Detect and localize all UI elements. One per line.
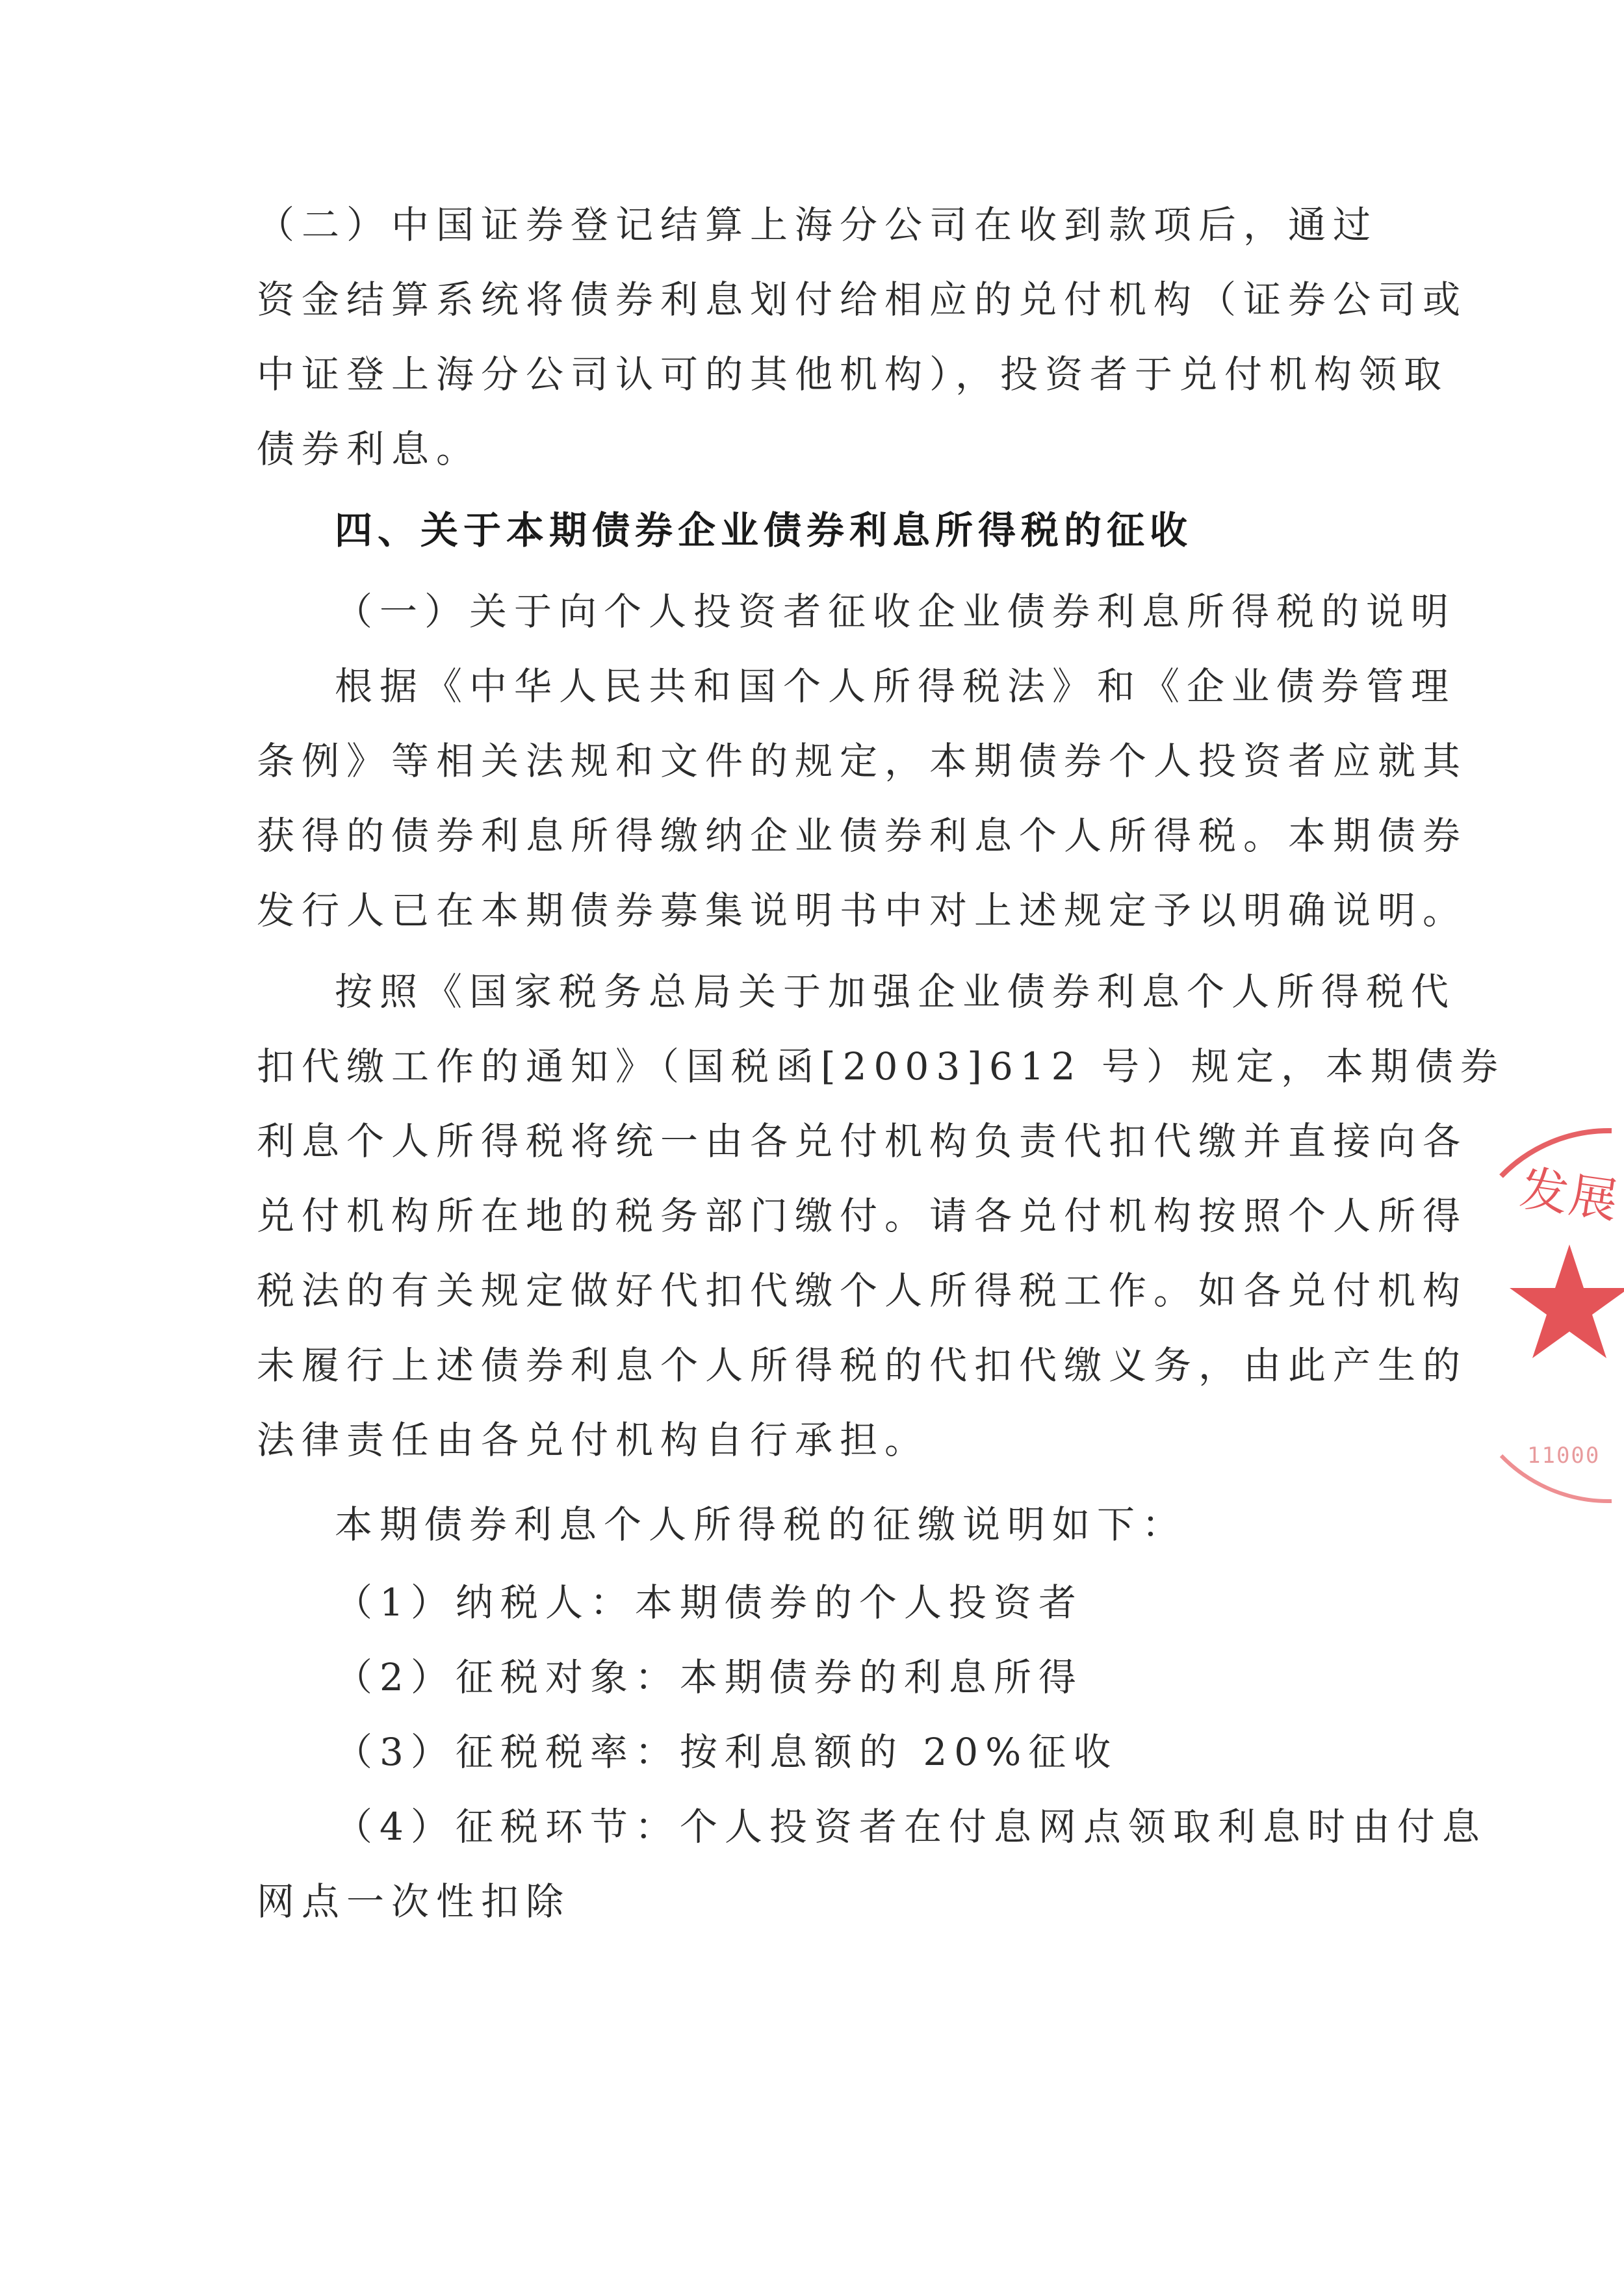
seal-code: 11000 [1527, 1443, 1601, 1469]
list-item: （4）征税环节：个人投资者在付息网点领取利息时由付息 [335, 1805, 1487, 1849]
list-item: （2）征税对象：本期债券的利息所得 [335, 1655, 1083, 1699]
paragraph-line: 债券利息。 [257, 427, 482, 471]
paragraph-line: 扣代缴工作的通知》（国税函[2003]612 号）规定，本期债券 [257, 1044, 1506, 1088]
paragraph-line: （二）中国证券登记结算上海分公司在收到款项后，通过 [257, 203, 1378, 247]
paragraph-line: 按照《国家税务总局关于加强企业债券利息个人所得税代 [335, 970, 1456, 1014]
list-item: （1）纳税人：本期债券的个人投资者 [335, 1580, 1083, 1625]
official-seal [1462, 1118, 1623, 1521]
paragraph-line: 利息个人所得税将统一由各兑付机构负责代扣代缴并直接向各 [257, 1119, 1468, 1163]
paragraph-line: 未履行上述债券利息个人所得税的代扣代缴义务，由此产生的 [257, 1343, 1468, 1387]
paragraph-line: 兑付机构所在地的税务部门缴付。请各兑付机构按照个人所得 [257, 1194, 1468, 1238]
list-item: （3）征税税率：按利息额的 20%征收 [335, 1730, 1118, 1774]
paragraph-line: 发行人已在本期债券募集说明书中对上述规定予以明确说明。 [257, 888, 1468, 933]
paragraph-line: 资金结算系统将债券利息划付给相应的兑付机构（证券公司或 [257, 277, 1468, 322]
paragraph-line: 条例》等相关法规和文件的规定，本期债券个人投资者应就其 [257, 739, 1468, 783]
paragraph-line: 税法的有关规定做好代扣代缴个人所得税工作。如各兑付机构 [257, 1268, 1468, 1313]
paragraph-line: 根据《中华人民共和国个人所得税法》和《企业债券管理 [335, 664, 1456, 708]
star-icon [1510, 1244, 1624, 1358]
subsection-heading: （一）关于向个人投资者征收企业债券利息所得税的说明 [335, 589, 1456, 634]
paragraph-line: 获得的债券利息所得缴纳企业债券利息个人所得税。本期债券 [257, 814, 1468, 858]
paragraph-line: 中证登上海分公司认可的其他机构），投资者于兑付机构领取 [257, 352, 1449, 396]
paragraph-line: 法律责任由各兑付机构自行承担。 [257, 1418, 930, 1462]
paragraph-line: 本期债券利息个人所得税的征缴说明如下： [335, 1502, 1187, 1547]
list-item: 网点一次性扣除 [257, 1879, 571, 1924]
section-heading: 四、关于本期债券企业债券利息所得税的征收 [335, 508, 1193, 552]
seal-text: 发展 [1516, 1160, 1623, 1230]
